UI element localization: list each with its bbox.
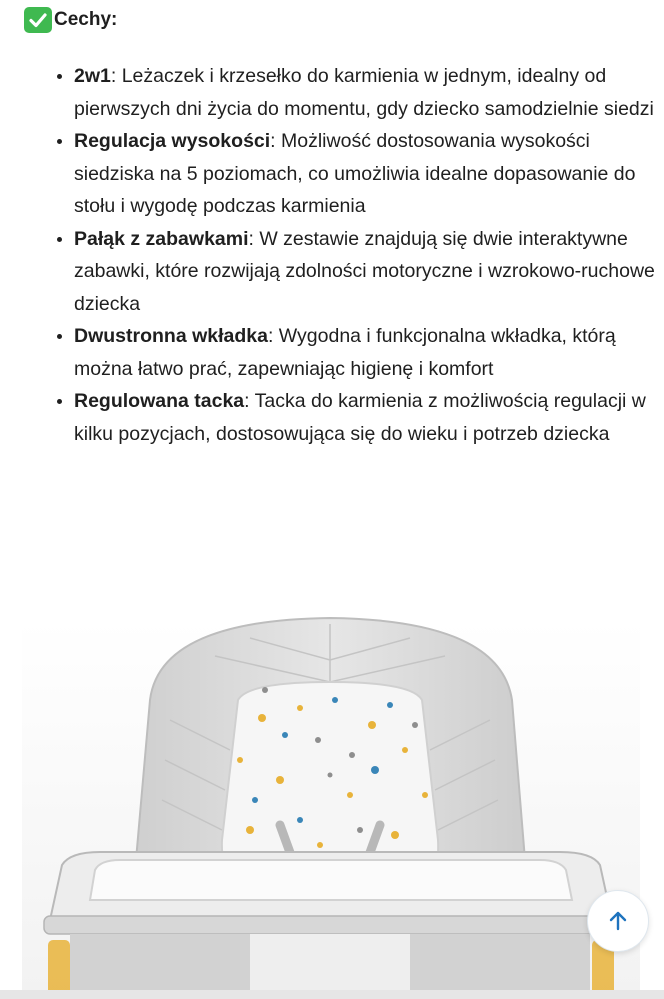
section-heading [24, 6, 117, 34]
feature-label: 2w1 [74, 65, 111, 87]
feature-label: Dwustronna wkładka [74, 325, 268, 347]
feature-label: Regulowana tacka [74, 390, 245, 412]
list-item [74, 223, 664, 321]
feature-text: : Wygodna i funkcjonalna wkładka, którą można łatwo prać, zapewniając higienę i komfort [74, 325, 616, 380]
check-mark-icon [24, 7, 52, 33]
section-title: Cechy: [54, 9, 118, 30]
feature-text: : Możliwość dostosowania wysokości siedziska na 5 poziomach, co umożliwia idealne dopasowanie do stołu i wygodę podczas karmienia [74, 130, 636, 217]
product-image [0, 590, 664, 999]
feature-label: Regulacja wysokości [74, 130, 271, 152]
feature-text: : Leżaczek i krzesełko do karmienia w jednym, idealny od pierwszych dni życia do momentu, gdy dziecko samodzielnie siedzi [74, 65, 654, 120]
feature-label: Pałąk z zabawkami [74, 227, 249, 250]
scroll-to-top-button[interactable] [587, 890, 649, 952]
list-item [74, 125, 664, 223]
feature-text: : Tacka do karmienia z możliwością regulacji w kilku pozycjach, dostosowująca się do wieku i potrzeb dziecka [74, 390, 646, 445]
arrow-up-icon [606, 909, 630, 933]
list-item [74, 60, 664, 125]
features-list [44, 60, 664, 450]
feature-text: : W zestawie znajdują się dwie interaktywne zabawki, które rozwijają zdolności motoryczne i wzrokowo-ruchowe dziecka [74, 227, 655, 315]
list-item [74, 385, 664, 450]
list-item [74, 320, 664, 385]
